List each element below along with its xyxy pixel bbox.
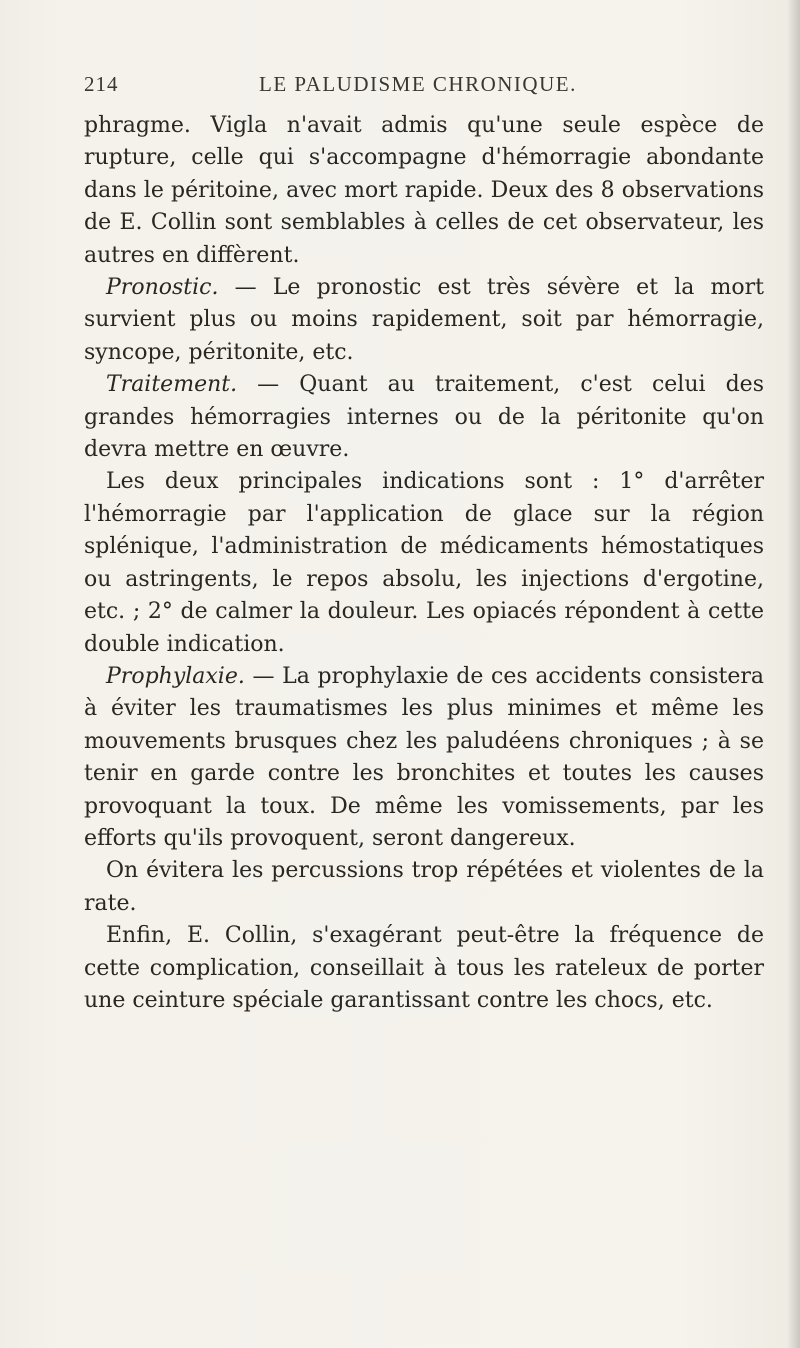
paragraph-traitement (84, 369, 764, 466)
body-text (84, 110, 764, 1017)
paragraph-text: phragme. Vigla n'avait admis qu'une seule espèce de rupture, celle qui s'accompagne d'hémorragie abondante dans le péritoine, avec mort rapide. Deux des 8 observations de E. Collin sont semblables à celles de cet observateur, les autres en diffèrent. (84, 113, 764, 268)
page-header (84, 72, 744, 102)
paragraph-text: — Le pronostic est très sévère et la mort survient plus ou moins rapidement, soit par hémorragie, syncope, péritonite, etc. (84, 275, 764, 365)
section-heading-pronostic: Pronostic. (106, 275, 219, 301)
paragraph-enfin (84, 920, 764, 1017)
paragraph-text: On évitera les percussions trop répétées et violentes de la rate. (84, 858, 764, 916)
paragraph-prophylaxie (84, 661, 764, 855)
paragraph-text: — La prophylaxie de ces accidents consistera à éviter les traumatismes les plus minimes et même les mouvements brusques chez les paludéens chroniques ; à se tenir en garde contre les bronchites et toutes les causes provoquant la toux. De même les vomissements, par les efforts qu'ils provoquent, seront dangereux. (84, 663, 764, 851)
paragraph-text: Enfin, E. Collin, s'exagérant peut-être la fréquence de cette complication, conseillait à tous les rateleux de porter une ceinture spéciale garantissant contre les chocs, etc. (84, 923, 764, 1013)
paragraph-text: — Quant au traitement, c'est celui des grandes hémorragies internes ou de la péritonite qu'on devra mettre en œuvre. (84, 372, 764, 463)
section-heading-traitement: Traitement. (106, 372, 238, 398)
paragraph-text: Les deux principales indications sont : 1° d'arrêter l'hémorragie par l'application de glace sur la région splénique, l'administration de médicaments hémostatiques ou astringents, le repos absolu, les injections d'ergotine, etc. ; 2° de calmer la douleur. Les opiacés répondent à cette double indication. (84, 469, 764, 657)
paragraph-percussions (84, 855, 764, 920)
paragraph-pronostic (84, 272, 764, 369)
page-number: 214 (84, 72, 119, 96)
section-heading-prophylaxie: Prophylaxie. (106, 663, 245, 689)
running-title: LE PALUDISME CHRONIQUE. (259, 72, 577, 96)
paragraph-continuation (84, 110, 764, 272)
paragraph-indications (84, 466, 764, 660)
page-edge-shadow (786, 0, 800, 1348)
